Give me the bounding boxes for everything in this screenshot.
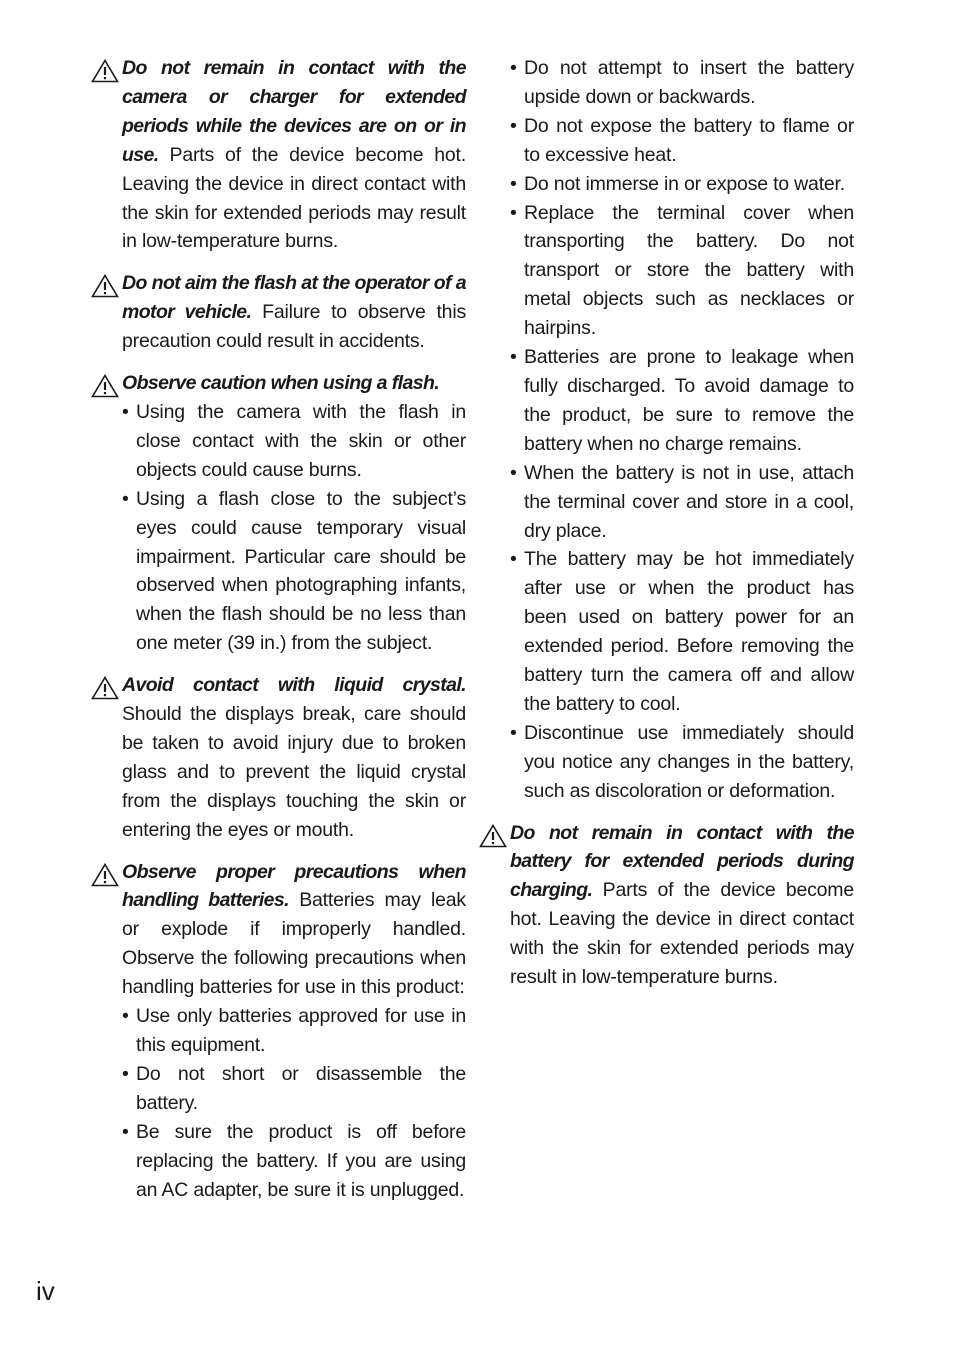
warning-body: Should the displays break, care should be taken to avoid injury due to broken glass and to prevent the liquid crystal from the displays touching the skin or entering the eyes or mouth.: [122, 703, 466, 841]
page-number: iv: [36, 1276, 55, 1306]
bullet-list: [122, 398, 466, 658]
list-item: • Using a flash close to the subject’s eyes could cause temporary visual impairment. Particular care should be observed when photographing infants, when the flash should be no less than one meter (39 in.) from the subject.: [122, 485, 466, 658]
list-item: • Do not attempt to insert the battery upside down or backwards.: [510, 54, 854, 112]
warning-triangle-icon: [91, 676, 119, 700]
list-item: • Discontinue use immediately should you notice any changes in the battery, such as discoloration or deformation.: [510, 719, 854, 806]
warning-batteries: [90, 858, 466, 1205]
list-item: • Be sure the product is off before replacing the battery. If you are using an AC adapter, be sure it is unplugged.: [122, 1118, 466, 1205]
list-item: • Replace the terminal cover when transporting the battery. Do not transport or store the battery with metal objects such as necklaces or hairpins.: [510, 199, 854, 344]
warning-title: Do not remain in contact with the battery for extended periods during charging.: [510, 821, 854, 902]
list-item: • Using the camera with the flash in close contact with the skin or other objects could cause burns.: [122, 398, 466, 485]
list-item: • The battery may be hot immediately after use or when the product has been used on battery power for an extended period. Before removing the battery turn the camera off and allow the battery to cool.: [510, 545, 854, 718]
list-item: • Do not immerse in or expose to water.: [510, 170, 854, 199]
warning-body: Parts of the device become hot. Leaving the device in direct contact with the skin for extended periods may result in low-temperature burns.: [510, 879, 854, 989]
list-item: • When the battery is not in use, attach the terminal cover and store in a cool, dry place.: [510, 459, 854, 546]
warning-triangle-icon: [91, 863, 119, 887]
list-item: • Batteries are prone to leakage when fully discharged. To avoid damage to the product, be sure to remove the battery when no charge remains.: [510, 343, 854, 459]
warning-contact-camera: [90, 54, 466, 256]
warning-triangle-icon: [91, 59, 119, 83]
warning-triangle-icon: [91, 274, 119, 298]
left-column: [90, 54, 466, 1217]
battery-bullet-list: [478, 54, 854, 806]
warning-title: Avoid contact with liquid crystal.: [122, 674, 466, 697]
warning-battery-charging: [478, 819, 854, 992]
warning-body: Batteries may leak or explode if improperly handled. Observe the following precautions when handling batteries for use in this product:: [122, 889, 466, 999]
warning-title: Do not remain in contact with the camera or charger for extended periods while the devices are on or in use.: [122, 57, 466, 166]
right-column: [478, 54, 854, 1005]
list-item: • Do not expose the battery to flame or to excessive heat.: [510, 112, 854, 170]
warning-liquid-crystal: [90, 671, 466, 844]
warning-title: Observe caution when using a flash.: [122, 372, 440, 395]
warning-title: Observe proper precautions when handling batteries.: [122, 860, 466, 912]
warning-flash-vehicle: [90, 269, 466, 356]
warning-triangle-icon: [91, 374, 119, 398]
warning-title: Do not aim the flash at the operator of a motor vehicle.: [122, 272, 466, 324]
list-item: • Use only batteries approved for use in this equipment.: [122, 1002, 466, 1060]
bullet-list: [122, 1002, 466, 1204]
list-item: • Do not short or disassemble the battery.: [122, 1060, 466, 1118]
warning-flash-caution: [90, 369, 466, 658]
warning-body: Parts of the device become hot. Leaving the device in direct contact with the skin for extended periods may result in low-temperature burns.: [122, 143, 466, 253]
warning-body: Failure to observe this precaution could result in accidents.: [122, 301, 466, 353]
warning-triangle-icon: [479, 824, 507, 848]
